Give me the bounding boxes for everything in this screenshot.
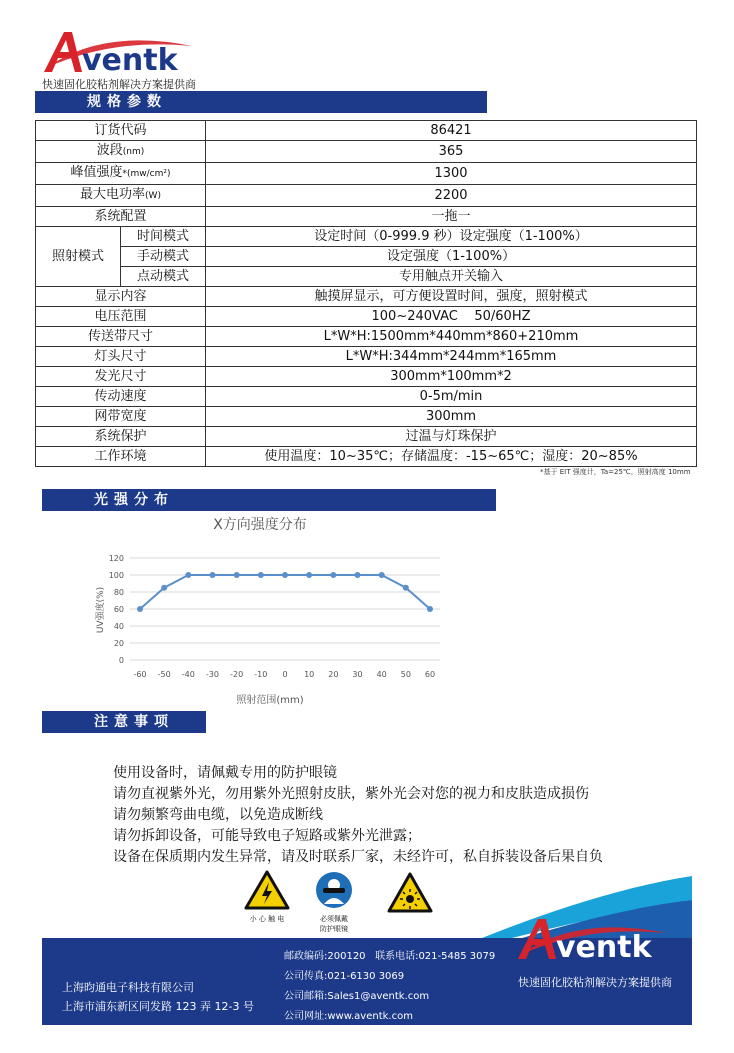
footer-contact (284, 947, 495, 1027)
data-point (185, 572, 191, 578)
peak-label: 峰值强度*(mw/cm²) (36, 163, 206, 185)
table-row (36, 447, 697, 467)
order-code-value: 86421 (206, 121, 697, 141)
belt-size-value: L*W*H:1500mm*440mm*860+210mm (206, 327, 697, 347)
table-row (36, 347, 697, 367)
svg-text:ventk: ventk (556, 930, 652, 961)
display-value: 触摸屏显示，可方便设置时间，强度，照射模式 (206, 287, 697, 307)
x-tick-label: 50 (400, 670, 411, 679)
x-tick-label: 0 (282, 670, 288, 679)
goggles-warning (304, 870, 364, 934)
note-item: 请勿直视紫外光，勿用紫外光照射皮肤，紫外光会对您的视力和皮肤造成损伤 (113, 786, 589, 802)
power-label: 最大电功率(W) (36, 185, 206, 207)
goggles-icon (314, 870, 354, 910)
table-row (36, 367, 697, 387)
footer-company (62, 978, 254, 1016)
dist-section-title: 光强分布 (42, 489, 496, 511)
x-tick-label: 10 (304, 670, 315, 679)
svg-text:ventk: ventk (82, 43, 178, 74)
data-point (427, 606, 433, 612)
table-row (36, 427, 697, 447)
peak-value: 1300 (206, 163, 697, 185)
head-size-label: 灯头尺寸 (36, 347, 206, 367)
contact-website[interactable]: 公司网址:www.aventk.com (284, 1011, 413, 1022)
mode-time-value: 设定时间（0-999.9 秒）设定强度（1-100%） (206, 227, 697, 247)
table-row (36, 185, 697, 207)
goggles-caption-line1: 必须佩戴 (320, 915, 348, 923)
belt-width-label: 网带宽度 (36, 407, 206, 427)
config-value: 一拖一 (206, 207, 697, 227)
x-tick-label: -60 (133, 670, 147, 679)
y-tick-label: 60 (113, 605, 124, 614)
contact-postal-phone: 邮政编码:200120 联系电话:021-5485 3079 (284, 951, 496, 962)
emit-size-value: 300mm*100mm*2 (206, 367, 697, 387)
note-section-title: 注意事项 (42, 711, 206, 733)
x-tick-label: -10 (254, 670, 268, 679)
table-row (36, 307, 697, 327)
contact-fax: 公司传真:021-6130 3069 (284, 971, 405, 982)
x-tick-label: -40 (181, 670, 195, 679)
band-label: 波段(nm) (36, 141, 206, 163)
header-tagline: 快速固化胶粘剂解决方案提供商 (42, 78, 196, 91)
x-tick-label: 60 (424, 670, 436, 679)
notes-list (113, 763, 603, 868)
table-row (36, 121, 697, 141)
env-label: 工作环境 (36, 447, 206, 467)
display-label: 显示内容 (36, 287, 206, 307)
uv-warning (380, 872, 440, 918)
power-value: 2200 (206, 185, 697, 207)
chart-title: X方向强度分布 (213, 517, 307, 533)
data-point (403, 585, 409, 591)
aventk-logo (42, 28, 202, 74)
table-row (36, 387, 697, 407)
band-value: 365 (206, 141, 697, 163)
belt-size-label: 传送带尺寸 (36, 327, 206, 347)
voltage-label: 电压范围 (36, 307, 206, 327)
uv-radiation-icon (387, 872, 433, 914)
mode-jog-label: 点动模式 (121, 267, 206, 287)
x-axis-label: 照射范围(mm) (236, 695, 304, 706)
table-row (36, 227, 697, 247)
x-tick-label: -50 (157, 670, 171, 679)
data-point (258, 572, 264, 578)
x-tick-label: 40 (376, 670, 387, 679)
config-label: 系统配置 (36, 207, 206, 227)
company-address: 上海市浦东新区同发路 123 弄 12-3 号 (62, 1000, 254, 1013)
note-item: 使用设备时，请佩戴专用的防护眼镜 (113, 765, 337, 781)
emit-size-label: 发光尺寸 (36, 367, 206, 387)
note-item: 请勿频繁弯曲电缆，以免造成断线 (113, 807, 323, 823)
table-row (36, 247, 697, 267)
note-item: 设备在保质期内发生异常，请及时联系厂家，未经许可，私自拆装设备后果自负 (113, 849, 603, 865)
mode-manual-label: 手动模式 (121, 247, 206, 267)
spec-table (35, 120, 697, 467)
table-row (36, 287, 697, 307)
y-tick-label: 80 (113, 588, 124, 597)
belt-width-value: 300mm (206, 407, 697, 427)
data-point (355, 572, 361, 578)
order-code-label: 订货代码 (36, 121, 206, 141)
mode-time-label: 时间模式 (121, 227, 206, 247)
intensity-chart (90, 510, 450, 710)
voltage-value: 100~240VAC 50/60HZ (206, 307, 697, 327)
table-row (36, 407, 697, 427)
data-point (210, 572, 216, 578)
mode-manual-value: 设定强度（1-100%） (206, 247, 697, 267)
data-point (161, 585, 167, 591)
goggles-caption-line2: 防护眼镜 (320, 925, 348, 933)
electric-warning (237, 870, 297, 924)
speed-value: 0-5m/min (206, 387, 697, 407)
data-point (306, 572, 312, 578)
env-value: 使用温度：10~35℃；存储温度：-15~65℃；湿度：20~85% (206, 447, 697, 467)
data-point (282, 572, 288, 578)
head-size-value: L*W*H:344mm*244mm*165mm (206, 347, 697, 367)
spec-section-title: 规格参数 (35, 91, 487, 113)
contact-email[interactable]: 公司邮箱:Sales1@aventk.com (284, 991, 430, 1002)
data-point (330, 572, 336, 578)
y-tick-label: 20 (113, 639, 124, 648)
speed-label: 传动速度 (36, 387, 206, 407)
x-tick-label: -30 (205, 670, 220, 679)
data-point (379, 572, 385, 578)
y-tick-label: 40 (113, 622, 124, 631)
protect-value: 过温与灯珠保护 (206, 427, 697, 447)
table-row (36, 207, 697, 227)
table-row (36, 267, 697, 287)
electric-caption: 小 心 触 电 (249, 915, 285, 923)
y-axis-label: UV强度(%) (96, 586, 106, 634)
y-tick-label: 0 (118, 656, 124, 665)
footer-tagline: 快速固化胶粘剂解决方案提供商 (518, 976, 672, 989)
y-tick-label: 100 (108, 571, 124, 580)
protect-label: 系统保护 (36, 427, 206, 447)
note-item: 请勿拆卸设备，可能导致电子短路或紫外光泄露； (113, 828, 421, 844)
company-name: 上海昀通电子科技有限公司 (62, 981, 194, 994)
spec-footnote: *基于 EIT 强度计，Ta=25℃，照射高度 10mm (540, 468, 691, 476)
data-point (137, 606, 143, 612)
table-row (36, 163, 697, 185)
mode-label: 照射模式 (36, 227, 121, 287)
data-point (234, 572, 240, 578)
footer-aventk-logo (515, 915, 677, 961)
mode-jog-value: 专用触点开关输入 (206, 267, 697, 287)
electric-hazard-icon (244, 870, 290, 910)
x-tick-label: -20 (230, 670, 244, 679)
x-tick-label: 30 (352, 670, 363, 679)
table-row (36, 141, 697, 163)
table-row (36, 327, 697, 347)
x-tick-label: 20 (328, 670, 339, 679)
y-tick-label: 120 (108, 554, 124, 563)
